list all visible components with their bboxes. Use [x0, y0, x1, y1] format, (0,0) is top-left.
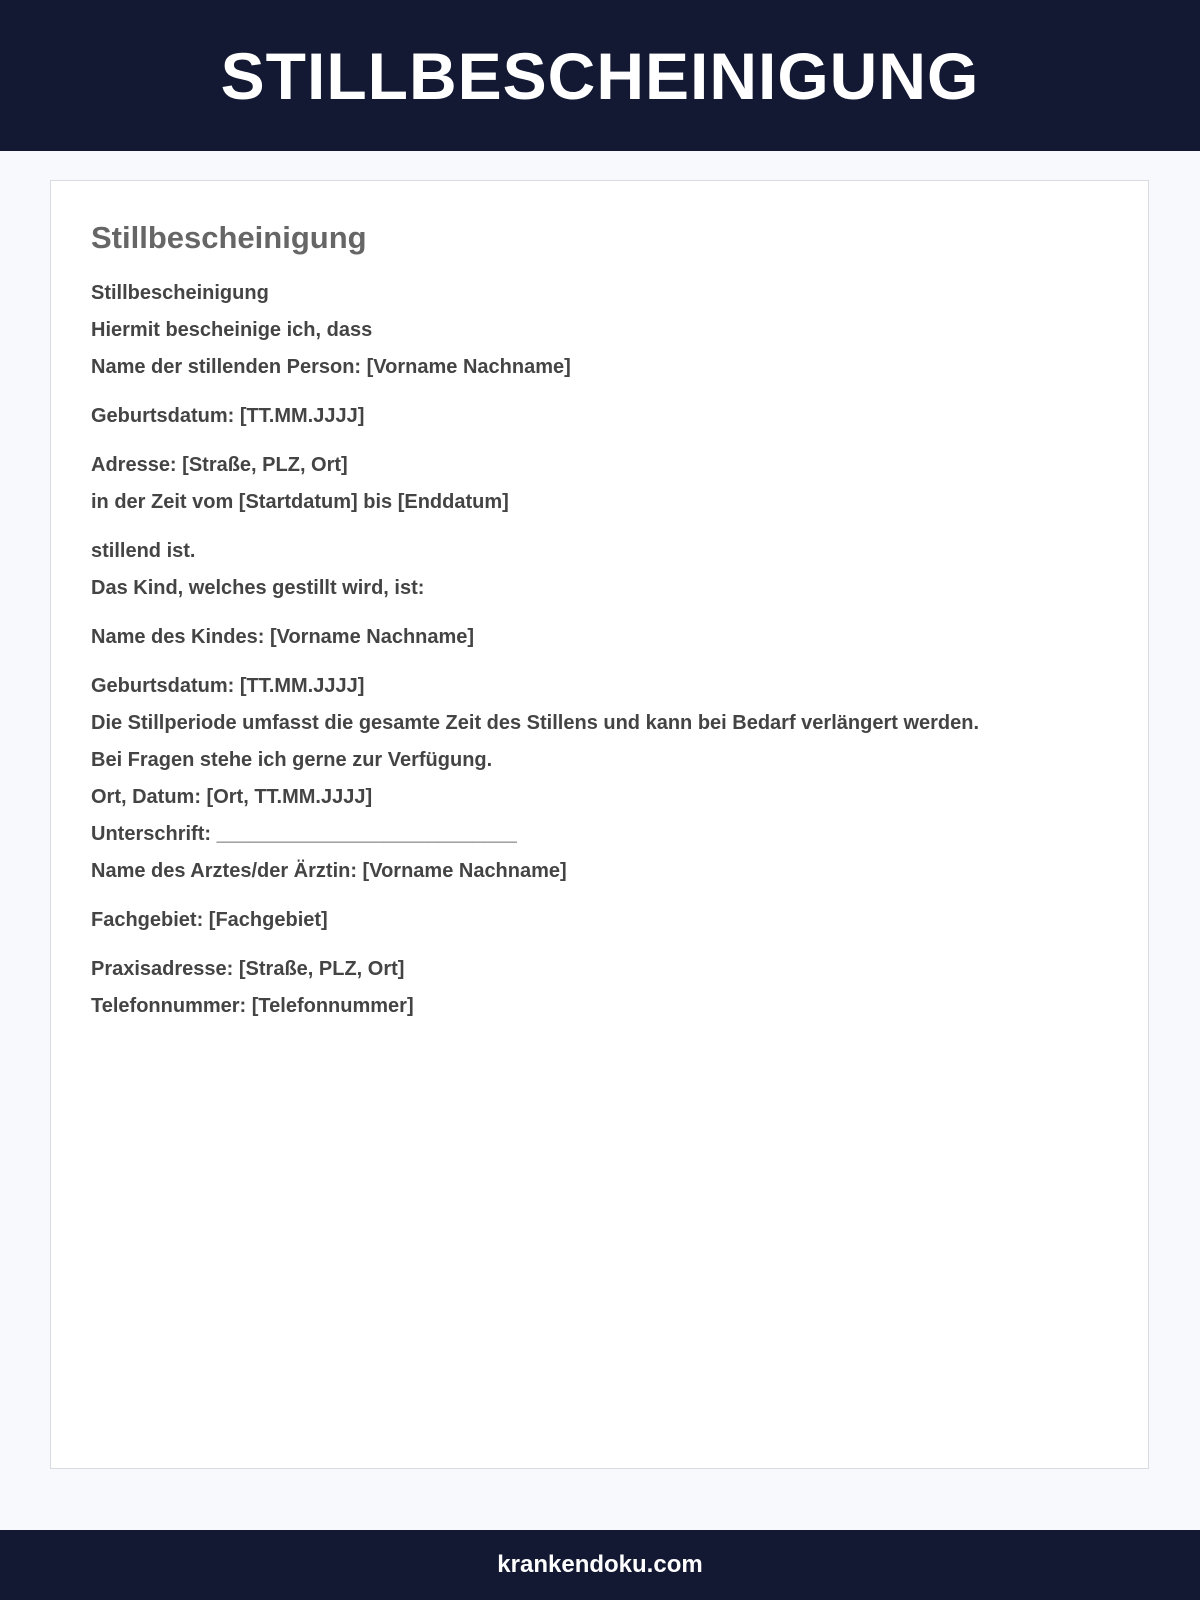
doc-line-child-intro: Das Kind, welches gestillt wird, ist:	[91, 577, 425, 599]
doc-line-intro: Hiermit bescheinige ich, dass	[91, 319, 373, 341]
doc-line-heading: Stillbescheinigung	[91, 282, 269, 304]
doc-line-parent-birthdate: Geburtsdatum: [TT.MM.JJJJ]	[91, 405, 365, 427]
doc-line-signature: Unterschrift: ___________________________	[91, 823, 517, 845]
page-footer	[0, 1530, 1200, 1600]
doc-line-period-note: Die Stillperiode umfasst die gesamte Zeit des Stillens und kann bei Bedarf verlängert werden.	[91, 712, 980, 734]
document-title: Stillbescheinigung	[91, 220, 367, 255]
doc-line-child-name: Name des Kindes: [Vorname Nachname]	[91, 626, 475, 648]
doc-line-practice-address: Praxisadresse: [Straße, PLZ, Ort]	[91, 958, 405, 980]
doc-line-period: in der Zeit vom [Startdatum] bis [Enddatum]	[91, 491, 509, 513]
footer-site-name: krankendoku.com	[497, 1551, 703, 1578]
doc-line-phone: Telefonnummer: [Telefonnummer]	[91, 995, 414, 1017]
doc-line-parent-name: Name der stillenden Person: [Vorname Nachname]	[91, 356, 571, 378]
doc-line-breastfeeding: stillend ist.	[91, 540, 196, 562]
header-title: STILLBESCHEINIGUNG	[220, 38, 980, 113]
page-header	[0, 0, 1200, 151]
doc-line-questions: Bei Fragen stehe ich gerne zur Verfügung.	[91, 749, 493, 771]
document-card	[50, 180, 1149, 1469]
doc-line-specialty: Fachgebiet: [Fachgebiet]	[91, 909, 328, 931]
doc-line-child-birthdate: Geburtsdatum: [TT.MM.JJJJ]	[91, 675, 365, 697]
doc-line-place-date: Ort, Datum: [Ort, TT.MM.JJJJ]	[91, 786, 373, 808]
doc-line-address: Adresse: [Straße, PLZ, Ort]	[91, 454, 348, 476]
doc-line-doctor-name: Name des Arztes/der Ärztin: [Vorname Nachname]	[91, 860, 567, 882]
